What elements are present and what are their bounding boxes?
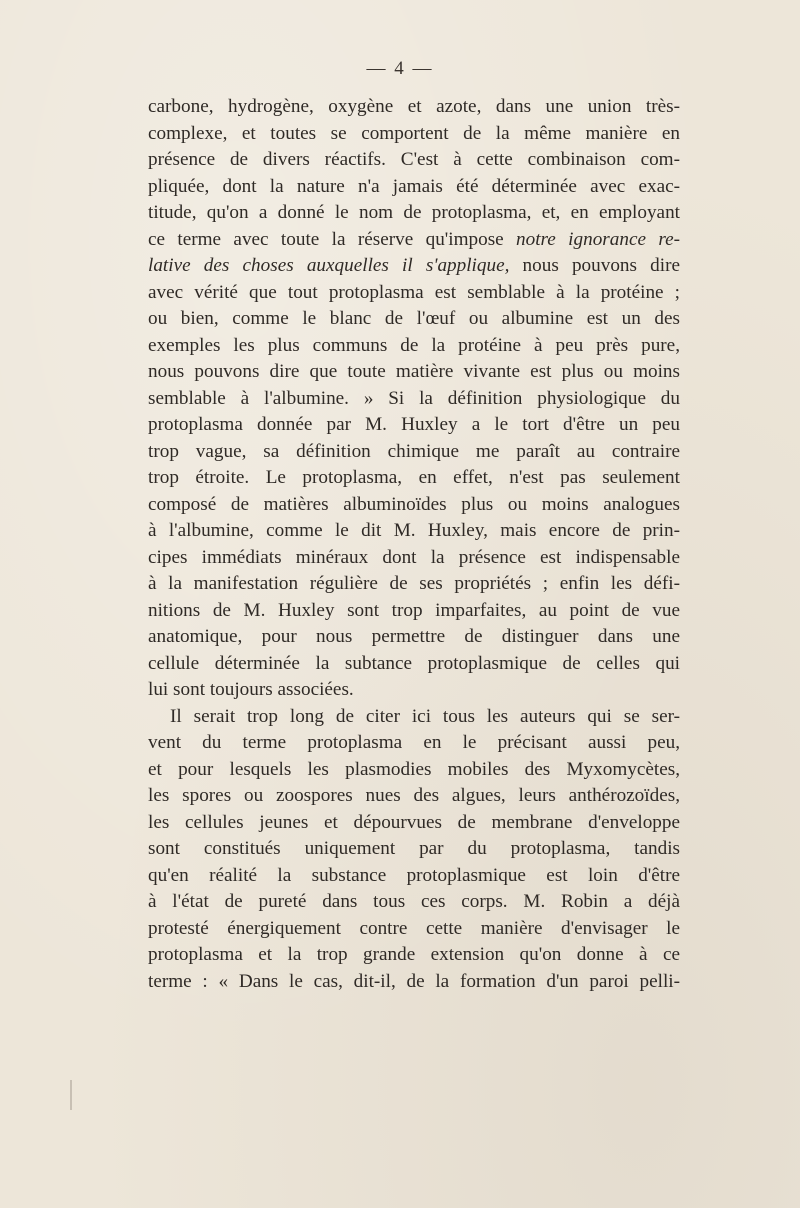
- text-line-content: à l'état de pureté dans tous ces corps. M. Robin a déjà: [148, 891, 680, 912]
- text-line-content: terme : « Dans le cas, dit-il, de la formation d'un paroi pelli-: [148, 970, 680, 992]
- text-line: [148, 174, 680, 201]
- text-line-italic: notre ignorance re-: [516, 228, 680, 250]
- text-line: [148, 306, 680, 333]
- text-line-content: avec vérité que tout protoplasma est semblable à la protéine ;: [148, 281, 680, 303]
- text-line: [148, 704, 680, 731]
- text-line-content: cellule déterminée la subtance protoplasmique de celles qui: [148, 652, 680, 674]
- text-line: [148, 677, 680, 704]
- text-line-content: lui sont toujours associées.: [148, 679, 354, 700]
- text-line: [148, 651, 680, 678]
- text-line-content: à l'albumine, comme le dit M. Huxley, mais encore de prin-: [148, 520, 680, 541]
- text-line: [148, 253, 680, 280]
- text-line: [148, 598, 680, 625]
- text-line: [148, 889, 680, 916]
- text-line: [148, 359, 680, 386]
- text-line: [148, 969, 680, 996]
- text-line-content: présence de divers réactifs. C'est à cette combinaison com-: [148, 149, 680, 170]
- text-line-content: à la manifestation régulière de ses propriétés ; enfin les défi-: [148, 573, 680, 594]
- text-line: [148, 439, 680, 466]
- text-line: [148, 757, 680, 784]
- text-line: [148, 147, 680, 174]
- text-line: [148, 386, 680, 413]
- text-line-italic: lative des choses auxquelles il s'applique,: [148, 255, 510, 276]
- text-line-content: protoplasma et la trop grande extension qu'on donne à ce: [148, 944, 680, 965]
- text-line-content: composé de matières albuminoïdes plus ou moins analogues: [148, 493, 680, 515]
- text-line-content: les spores ou zoospores nues des algues, leurs anthérozoïdes,: [148, 785, 680, 806]
- text-line-roman: nous pouvons dire: [509, 255, 680, 276]
- text-line: [148, 836, 680, 863]
- text-line-content: trop étroite. Le protoplasma, en effet, n'est pas seulement: [148, 467, 680, 488]
- text-line: [148, 465, 680, 492]
- text-line-content: Il serait trop long de citer ici tous les auteurs qui se ser-: [170, 705, 680, 727]
- text-line-content: titude, qu'on a donné le nom de protoplasma, et, en employant: [148, 202, 680, 223]
- text-line: [148, 942, 680, 969]
- text-line: [148, 545, 680, 572]
- text-line: [148, 492, 680, 519]
- text-line: [148, 810, 680, 837]
- body-text: [148, 94, 680, 995]
- text-line-content: carbone, hydrogène, oxygène et azote, dans une union très-: [148, 96, 680, 117]
- text-line: [148, 571, 680, 598]
- text-line-content: protesté énergiquement contre cette manière d'envisager le: [148, 917, 680, 939]
- text-line: [148, 333, 680, 360]
- text-line-content: exemples les plus communs de la protéine à peu près pure,: [148, 334, 680, 356]
- text-line: [148, 730, 680, 757]
- text-line: [148, 200, 680, 227]
- text-line-content: sont constitués uniquement par du protoplasma, tandis: [148, 838, 680, 859]
- text-line: [148, 783, 680, 810]
- text-line: [148, 94, 680, 121]
- text-line-content: anatomique, pour nous permettre de distinguer dans une: [148, 626, 680, 647]
- text-line-content: ou bien, comme le blanc de l'œuf ou albumine est un des: [148, 308, 680, 329]
- text-line: [148, 624, 680, 651]
- paper-mark: [70, 1080, 72, 1110]
- text-line-content: nitions de M. Huxley sont trop imparfaites, au point de vue: [148, 599, 680, 621]
- text-line: [148, 121, 680, 148]
- text-line-content: trop vague, sa définition chimique me paraît au contraire: [148, 440, 680, 462]
- text-line-content: pliquée, dont la nature n'a jamais été déterminée avec exac-: [148, 175, 680, 197]
- text-line: [148, 412, 680, 439]
- text-line-content: cipes immédiats minéraux dont la présence est indispensable: [148, 546, 680, 568]
- text-line-roman: ce terme avec toute la réserve qu'impose: [148, 228, 517, 250]
- text-line-content: protoplasma donnée par M. Huxley a le tort d'être un peu: [148, 414, 680, 435]
- text-line: [148, 863, 680, 890]
- page-number: — 4 —: [366, 58, 434, 79]
- text-line-content: complexe, et toutes se comportent de la même manière en: [148, 122, 680, 144]
- text-line-content: nous pouvons dire que toute matière vivante est plus ou moins: [148, 361, 680, 382]
- text-line-content: les cellules jeunes et dépourvues de membrane d'enveloppe: [148, 811, 680, 833]
- text-line: [148, 227, 680, 254]
- text-line: [148, 916, 680, 943]
- text-line-content: semblable à l'albumine. » Si la définition physiologique du: [148, 387, 680, 409]
- text-line: [148, 518, 680, 545]
- text-line-content: qu'en réalité la substance protoplasmique est loin d'être: [148, 864, 680, 886]
- text-line-content: vent du terme protoplasma en le précisant aussi peu,: [148, 732, 680, 753]
- text-line-content: et pour lesquels les plasmodies mobiles des Myxomycètes,: [148, 758, 680, 780]
- text-line: [148, 280, 680, 307]
